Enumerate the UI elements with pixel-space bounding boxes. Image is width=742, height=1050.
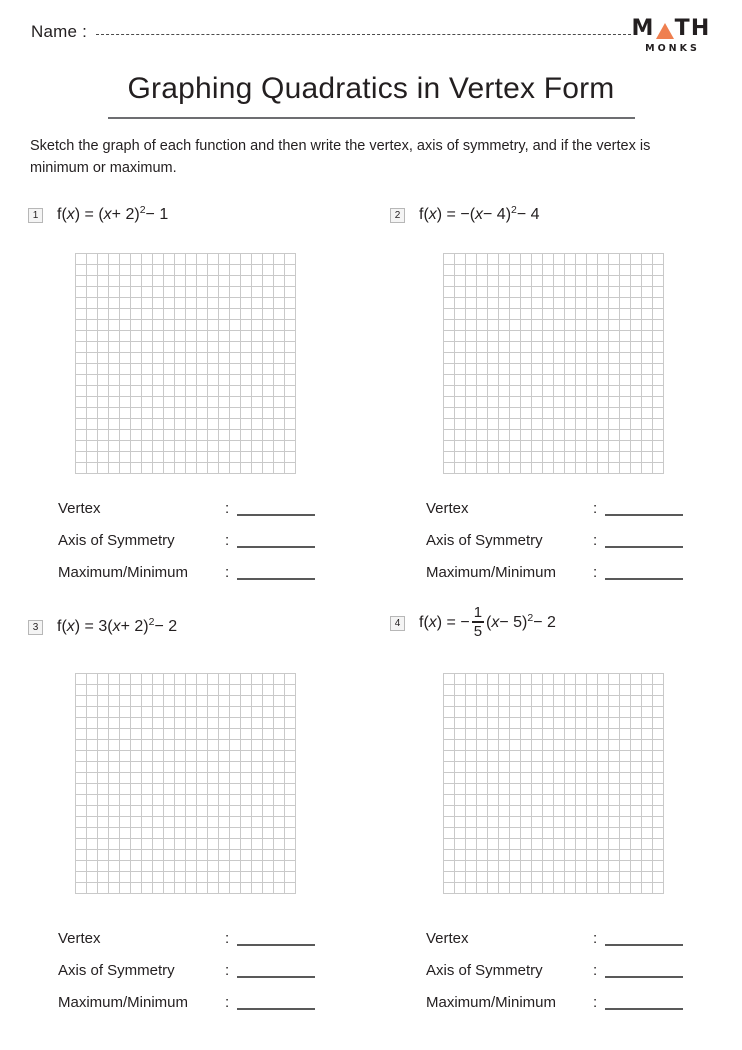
answers-1 [58,492,358,588]
page-title: Graphing Quadratics in Vertex Form [127,72,615,105]
answer-line-axis-of-symmetry[interactable] [605,546,683,547]
eq-part-close: ) = ( [74,206,104,223]
eq-part-inner-rest: − 4) [483,206,512,223]
problem-2-equation: f( x ) = −( x − 4) 2 − 4 [419,204,540,223]
answer-colon: : [593,993,598,1011]
eq-part-fx: f( [57,618,67,635]
eq-part-inner-var: x [491,614,500,631]
answer-row-axis-of-symmetry [426,954,726,986]
answer-colon: : [593,531,598,549]
answers-2 [426,492,726,588]
eq-part-var: x [66,206,75,223]
eq-part-tail: − 2 [154,618,178,635]
answer-line-vertex[interactable] [237,514,315,515]
eq-part-inner-rest: − 5) [499,614,528,631]
name-input-line[interactable] [96,34,631,35]
answer-colon: : [225,929,230,947]
answer-label-vertex: Vertex [426,499,469,517]
answer-row-max-min [58,556,358,588]
title-underline [108,117,635,119]
answer-colon: : [593,563,598,581]
fraction-one-fifth [472,605,484,638]
problem-2 [390,200,730,230]
answer-row-vertex [426,492,726,524]
eq-part-tail: − 2 [533,614,556,631]
answer-label-axis-of-symmetry: Axis of Symmetry [58,961,175,979]
logo-wordmark [628,18,714,40]
answer-label-max-min: Maximum/Minimum [58,993,189,1011]
logo-text-left: M [631,16,655,41]
answer-label-axis-of-symmetry: Axis of Symmetry [58,531,175,549]
problem-3-header [28,612,368,642]
answer-line-max-min[interactable] [237,1008,315,1009]
eq-part-close: ) = 3( [74,618,113,635]
problem-number-badge: 3 [28,620,43,635]
eq-part-var: x [428,614,437,631]
answer-row-axis-of-symmetry [58,524,358,556]
eq-part-close: ) = − [436,614,470,631]
answer-line-vertex[interactable] [605,944,683,945]
eq-part-fx: f( [419,206,429,223]
answer-row-vertex [58,492,358,524]
answer-label-vertex: Vertex [58,499,101,517]
problem-4-equation: f( x ) = − $\frac{1}{5}$ ( x − 5) 2 − 2 [419,604,556,640]
answer-colon: : [225,961,230,979]
eq-part-inner-var: x [112,618,121,635]
problem-number-badge: 2 [390,208,405,223]
answer-colon: : [225,531,230,549]
triangle-icon [656,23,674,39]
answer-line-vertex[interactable] [605,514,683,515]
answer-label-max-min: Maximum/Minimum [426,993,557,1011]
eq-part-open-paren: ( [486,614,492,631]
problem-number-badge: 4 [390,616,405,631]
eq-part-inner-var: x [475,206,484,223]
answer-colon: : [225,563,230,581]
name-field-row [31,22,631,46]
graph-grid-3[interactable] [75,673,296,894]
name-label: Name : [31,22,87,41]
problem-number-badge: 1 [28,208,43,223]
answer-row-vertex [426,922,726,954]
answer-colon: : [593,499,598,517]
problem-1-header [28,200,368,230]
answers-3 [58,922,358,1018]
fraction-denominator: 5 [473,622,483,640]
problem-2-header [390,200,730,230]
answer-row-axis-of-symmetry [58,954,358,986]
eq-part-var: x [428,206,437,223]
answer-row-max-min [58,986,358,1018]
problem-4 [390,604,730,640]
answer-row-vertex [58,922,358,954]
answer-line-max-min[interactable] [605,1008,683,1009]
eq-part-inner-var: x [103,206,112,223]
page-header [0,0,742,120]
eq-part-close: ) = −( [436,206,476,223]
eq-part-inner-rest: + 2) [111,206,140,223]
eq-part-tail: − 4 [516,206,540,223]
mathmonks-logo [628,18,714,54]
answer-label-vertex: Vertex [58,929,101,947]
answer-label-axis-of-symmetry: Axis of Symmetry [426,531,543,549]
answer-colon: : [593,929,598,947]
problem-3-equation: f( x ) = 3( x + 2) 2 − 2 [57,616,178,635]
problem-3 [28,612,368,642]
answer-label-max-min: Maximum/Minimum [58,563,189,581]
answer-row-axis-of-symmetry [426,524,726,556]
answer-row-max-min [426,556,726,588]
problem-4-header [390,604,730,640]
graph-grid-2[interactable] [443,253,664,474]
eq-part-fx: f( [419,614,429,631]
graph-grid-4[interactable] [443,673,664,894]
answers-4 [426,922,726,1018]
answer-label-axis-of-symmetry: Axis of Symmetry [426,961,543,979]
problem-1 [28,200,368,230]
eq-part-inner-rest: + 2) [120,618,149,635]
answer-line-axis-of-symmetry[interactable] [237,976,315,977]
answer-colon: : [225,993,230,1011]
answer-line-max-min[interactable] [605,578,683,579]
logo-subtext: MONKS [645,43,700,54]
logo-text-right: TH [674,16,711,41]
answer-label-vertex: Vertex [426,929,469,947]
answer-row-max-min [426,986,726,1018]
answer-colon: : [225,499,230,517]
answer-colon: : [593,961,598,979]
eq-part-var: x [66,618,75,635]
fraction-numerator: 1 [473,604,483,622]
eq-part-fx: f( [57,206,67,223]
answer-line-max-min[interactable] [237,578,315,579]
eq-part-tail: − 1 [145,206,169,223]
graph-grid-1[interactable] [75,253,296,474]
answer-label-max-min: Maximum/Minimum [426,563,557,581]
answer-line-axis-of-symmetry[interactable] [237,546,315,547]
instructions-text: Sketch the graph of each function and then write the vertex, axis of symmetry, and if the vertex is minimum or maximum. [30,138,651,176]
answer-line-vertex[interactable] [237,944,315,945]
answer-line-axis-of-symmetry[interactable] [605,976,683,977]
problem-1-equation: f( x ) = ( x + 2) 2 − 1 [57,204,169,223]
